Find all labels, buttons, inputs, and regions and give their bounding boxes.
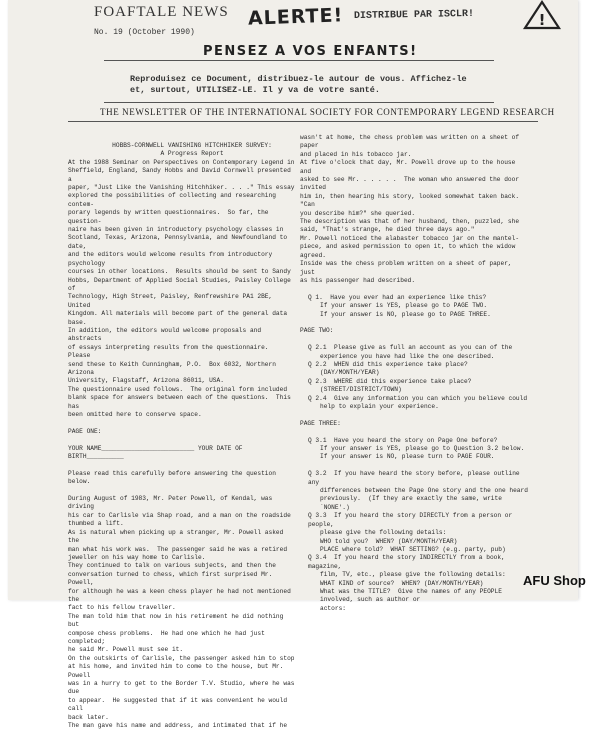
text-line: film, TV, etc., please give the following details: bbox=[320, 571, 506, 579]
text-line: and placed in his tobacco jar. bbox=[300, 150, 412, 158]
text-line bbox=[68, 419, 296, 427]
text-line: Q 2.4 Give any information you can which you believe could bbox=[308, 394, 528, 402]
text-line: The description was that of her husband, then, puzzled, she bbox=[300, 218, 520, 226]
text-line: Hobbs, Department of Applied Social Studies, Paisley College of bbox=[68, 276, 295, 292]
text-line: asked to see Mr. . . . . . The woman who answered the door invited bbox=[300, 176, 523, 192]
text-line: Q 3.4 If you heard the story INDIRECTLY from a book, magazine, bbox=[308, 554, 509, 570]
left-column bbox=[68, 142, 299, 730]
text-line: In addition, the editors would welcome proposals and abstracts bbox=[68, 326, 265, 343]
text-line: A Progress Report bbox=[160, 150, 224, 158]
text-line: If your answer is YES, please go to PAGE TWO. bbox=[320, 302, 488, 310]
text-line: If your answer is YES, please go to Question 3.2 below. bbox=[320, 445, 525, 453]
masthead-title: FOAFTALE NEWS bbox=[94, 4, 229, 20]
text-line: University, Flagstaff, Arizona 86011, USA. bbox=[68, 377, 224, 385]
text-line: PAGE TWO: bbox=[300, 327, 334, 335]
divider bbox=[104, 102, 494, 103]
text-line: What was the TITLE? Give the names of any PEOPLE bbox=[320, 587, 502, 595]
text-line: him in, then hearing his story, looked somewhat taken back. "Can bbox=[300, 192, 527, 209]
text-line: Q 2.1 Please give as full an account as you can of the bbox=[308, 344, 513, 352]
text-line: was in a hurry to get to the Border T.V. Studio, where he was due bbox=[68, 680, 299, 696]
text-line: piece, and asked permission to open it, to which the widow agreed. bbox=[300, 243, 520, 259]
text-line: Q 2.3 WHERE did this experience take place? bbox=[308, 377, 472, 385]
text-line: Q 3.3 If you heard the story DIRECTLY from a person or people, bbox=[308, 512, 516, 528]
text-line: back later. bbox=[68, 713, 109, 721]
text-line: send these to Keith Cunningham, P.O. Box 6032, Northern Arizona bbox=[68, 360, 280, 376]
text-line: involved, such as author or bbox=[320, 596, 421, 604]
text-line: On the outskirts of Carlisle, the passenger asked him to stop bbox=[68, 654, 295, 662]
text-line bbox=[300, 428, 530, 436]
text-line: The questionnaire used follows. The original form included bbox=[68, 385, 288, 393]
text-line bbox=[300, 319, 530, 327]
text-line: Q 3.1 Have you heard the story on Page One before? bbox=[308, 436, 498, 444]
text-line: (STREET/DISTRICT/TOWN) bbox=[320, 386, 402, 394]
text-line: Q 3.2 If you have heard the story before, please outline any bbox=[308, 470, 524, 486]
text-line: wasn't at home, the chess problem was written on a sheet of paper bbox=[300, 134, 523, 150]
text-line: Kingdom. All materials will become part of the general data base. bbox=[68, 310, 291, 326]
text-line: said, "That's strange, he died three days ago." bbox=[300, 226, 475, 234]
text-line: Scotland, Texas, Arizona, Pennsylvania, and Newfoundland to date, bbox=[68, 234, 291, 250]
text-line: The man told him that now in his retirement he did nothing but bbox=[68, 612, 288, 629]
text-line: been omitted here to conserve space. bbox=[68, 411, 202, 418]
text-line: Inside was the chess problem written on a sheet of paper, just bbox=[300, 260, 516, 276]
issue-number: No. 19 (October 1990) bbox=[94, 28, 195, 37]
distribute-stamp: DISTRIBUE PAR ISCLR! bbox=[353, 8, 475, 23]
text-line: Please read this carefully before answering the question below. bbox=[68, 469, 280, 486]
text-line: If your answer is NO, please turn to PAGE FOUR. bbox=[320, 453, 495, 461]
text-line: (DAY/MONTH/YEAR) bbox=[320, 369, 380, 377]
subline-1: Reproduisez ce Document, distribuez-le autour de vous. Affichez-le bbox=[130, 74, 467, 84]
text-line: compose chess problems. He had one which he had just completed; bbox=[68, 629, 269, 645]
text-line: PAGE THREE: bbox=[300, 419, 341, 427]
text-line: at his home, and invited him to come to the house, but Mr. Powell bbox=[68, 663, 288, 679]
text-line: WHO told you? WHEN? (DAY/MONTH/YEAR) bbox=[320, 537, 458, 545]
text-line: porary legends by written questionnaires. So far, the question- bbox=[68, 209, 273, 225]
text-line: man what his work was. The passenger said he was a retired bbox=[68, 545, 288, 553]
text-line: thumbed a lift. bbox=[68, 520, 124, 528]
text-line: you describe him?" she queried. bbox=[300, 209, 416, 217]
text-line: HOBBS-CORNWELL VANISHING HITCHHIKER SURVEY: bbox=[112, 142, 272, 149]
text-line: Mr. Powell noticed the alabaster tobacco jar on the mantel- bbox=[300, 234, 520, 242]
alert-stamp: ALERTE! bbox=[247, 4, 344, 30]
text-line bbox=[68, 436, 296, 444]
text-line: Sheffield, England, Sandy Hobbs and David Cornwell presented a bbox=[68, 167, 295, 183]
text-line: he said Mr. Powell must see it. bbox=[68, 646, 184, 654]
text-line: Q 1. Have you ever had an experience like this? bbox=[308, 293, 487, 301]
text-line: The man gave his name and address, and intimated that if he bbox=[68, 722, 288, 730]
text-line: As is natural when picking up a stranger, Mr. Powell asked the bbox=[68, 528, 288, 545]
text-line: Technology, High Street, Paisley, Renfrewshire PA1 2BE, United bbox=[68, 293, 276, 309]
text-line: They continued to talk on various subjects, and then the bbox=[68, 562, 276, 570]
text-line: courses in other locations. Results should be sent to Sandy bbox=[68, 268, 291, 276]
text-line bbox=[68, 487, 296, 495]
text-line: please give the following details: bbox=[320, 529, 447, 537]
right-column bbox=[300, 134, 530, 613]
text-line bbox=[300, 285, 530, 293]
text-line: YOUR NAME_________________________ YOUR DATE OF BIRTH__________ bbox=[68, 444, 247, 461]
text-line: paper, "Just Like the Vanishing Hitchhiker. . . ." This essay bbox=[68, 184, 295, 192]
text-line bbox=[300, 462, 530, 470]
text-line: jeweller on his way home to Carlisle. bbox=[68, 553, 206, 561]
text-line: At the 1988 Seminar on Perspectives on Contemporary Legend in bbox=[68, 158, 295, 166]
text-line: as his passenger had described. bbox=[300, 276, 416, 284]
text-line: and the editors would welcome results from introductory psychology bbox=[68, 251, 276, 267]
headline: PENSEZ A VOS ENFANTS! bbox=[203, 44, 418, 59]
subline-2: et, surtout, UTILISEZ-LE. Il y va de votre santé. bbox=[130, 85, 380, 95]
text-line bbox=[300, 336, 530, 344]
text-line: experience you have had like the one described. bbox=[320, 352, 495, 360]
warning-symbol: ! bbox=[538, 11, 546, 29]
text-line: PAGE ONE: bbox=[68, 427, 102, 435]
text-line bbox=[300, 411, 530, 419]
text-line: of essays interpreting results from the questionnaire. Please bbox=[68, 343, 276, 360]
text-line: WHAT KIND of source? WHEN? (DAY/MONTH/YEAR) bbox=[320, 579, 484, 587]
divider bbox=[104, 60, 494, 61]
text-line bbox=[68, 461, 296, 469]
text-line: Q 2.2 WHEN did this experience take place? bbox=[308, 360, 468, 368]
text-line: During August of 1983, Mr. Peter Powell, of Kendal, was driving bbox=[68, 495, 276, 511]
text-line: for although he was a keen chess player he had not mentioned the bbox=[68, 587, 295, 603]
text-line: blank space for answers between each of the questions. This has bbox=[68, 394, 295, 410]
newsletter-page bbox=[8, 0, 578, 730]
text-line: actors: bbox=[320, 604, 346, 612]
text-line: previously. (If they are exactly the same, write `NONE'.) bbox=[320, 495, 506, 511]
divider bbox=[68, 121, 538, 122]
text-line: If your answer is NO, please go to PAGE THREE. bbox=[320, 310, 491, 318]
warning-triangle-icon bbox=[523, 0, 561, 30]
text-line: conversation turned to chess, which first surprised Mr. Powell, bbox=[68, 570, 280, 587]
text-line: PLACE where told? WHAT SETTING? (e.g. party, pub) bbox=[320, 545, 506, 553]
text-line: differences between the Page One story and the one heard bbox=[320, 487, 528, 495]
text-line: naire has been given in introductory psychology classes in bbox=[68, 226, 284, 234]
text-line: his car to Carlisle via Shap road, and a man on the roadside bbox=[68, 511, 291, 519]
text-line: explored the possibilities of collecting and researching contem- bbox=[68, 192, 280, 208]
text-line: At five o'clock that day, Mr. Powell drove up to the house and bbox=[300, 159, 520, 175]
text-line: to appear. He suggested that if it was convenient he would call bbox=[68, 696, 291, 713]
shop-label: AFU Shop bbox=[523, 573, 586, 588]
newsletter-title: THE NEWSLETTER OF THE INTERNATIONAL SOCIETY FOR CONTEMPORARY LEGEND RESEARCH bbox=[100, 107, 555, 117]
text-line: help to explain your experience. bbox=[320, 403, 439, 410]
text-line: fact to his fellow traveller. bbox=[68, 604, 176, 612]
